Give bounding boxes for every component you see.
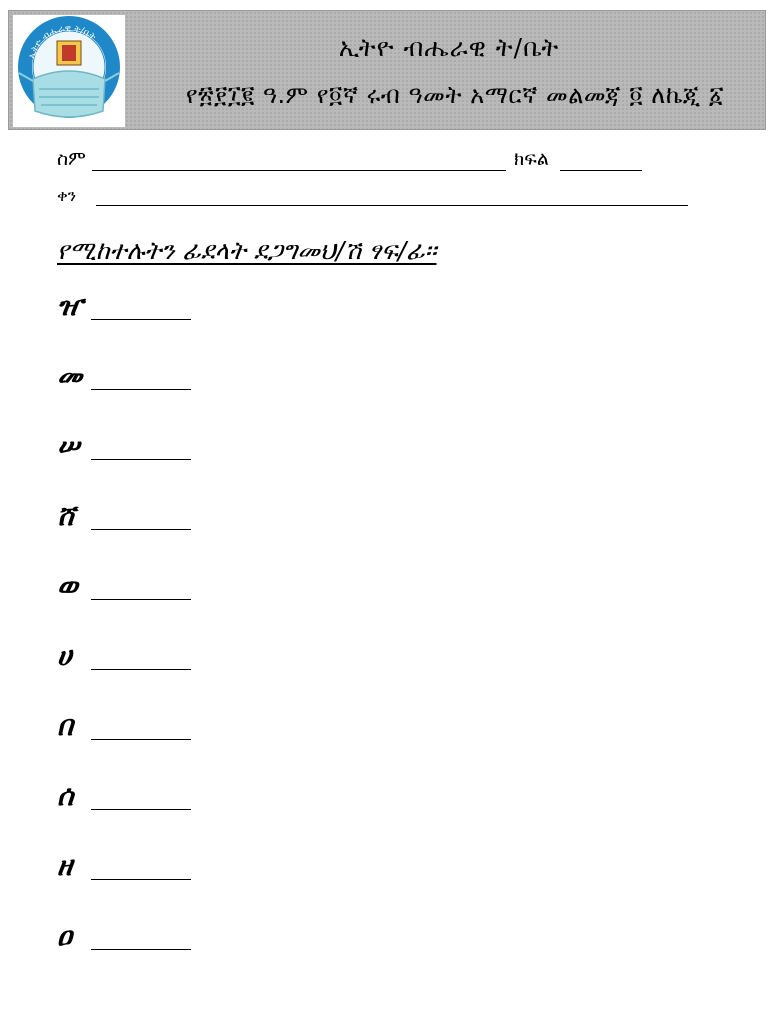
letter-blank-line[interactable] [91,529,191,530]
name-label: ስም [57,148,86,170]
letter-blank-line[interactable] [91,669,191,670]
school-name: ኢትዮ ብሔራዊ ት/ቤት [338,33,560,62]
letter-row [57,426,257,466]
letter-row [57,706,257,746]
date-blank-line[interactable] [96,205,688,206]
letter-glyph: በ [57,709,74,742]
letter-row [57,636,257,676]
letter-row [57,496,257,536]
school-logo [12,14,126,128]
letter-glyph: ወ [57,569,78,602]
letter-blank-line[interactable] [91,389,191,390]
logo-arc-text: ኢትዮ ብሔራዊ ት/ቤት [27,23,98,60]
letter-row [57,846,257,886]
letter-blank-line[interactable] [91,599,191,600]
letter-blank-line[interactable] [91,739,191,740]
class-blank-line[interactable] [560,170,642,171]
letter-row [57,286,257,326]
letter-blank-line[interactable] [91,809,191,810]
letter-blank-line[interactable] [91,459,191,460]
instruction-heading: የሚከተሉትን ፊደላት ደጋግመህ/ሽ ፃፍ/ፊ፡፡ [57,236,437,265]
letter-blank-line[interactable] [91,949,191,950]
letter-blank-line[interactable] [91,879,191,880]
letter-glyph: ዐ [57,919,73,952]
worksheet-subtitle: የ፳፻፲፪ ዓ.ም የ፬ኛ ሩብ ዓመት አማርኛ መልመጃ ፬ ለኬጂ ፩ [185,81,725,109]
letter-glyph: ሀ [57,639,72,672]
letter-row [57,916,257,956]
class-label: ክፍል [514,148,549,170]
letter-row [57,776,257,816]
letter-glyph: ሸ [57,499,75,532]
name-blank-line[interactable] [92,170,506,171]
school-logo-emblem [13,15,125,127]
letter-glyph: ሰ [57,779,74,812]
letter-row [57,566,257,606]
letter-glyph: መ [57,359,83,392]
letter-glyph: ሠ [57,429,80,462]
letter-glyph: ዠ [57,289,83,322]
letter-blank-line[interactable] [91,319,191,320]
letter-glyph: ዘ [57,849,73,882]
letter-row [57,356,257,396]
date-label: ቀን [57,186,77,205]
worksheet-header [8,10,766,130]
